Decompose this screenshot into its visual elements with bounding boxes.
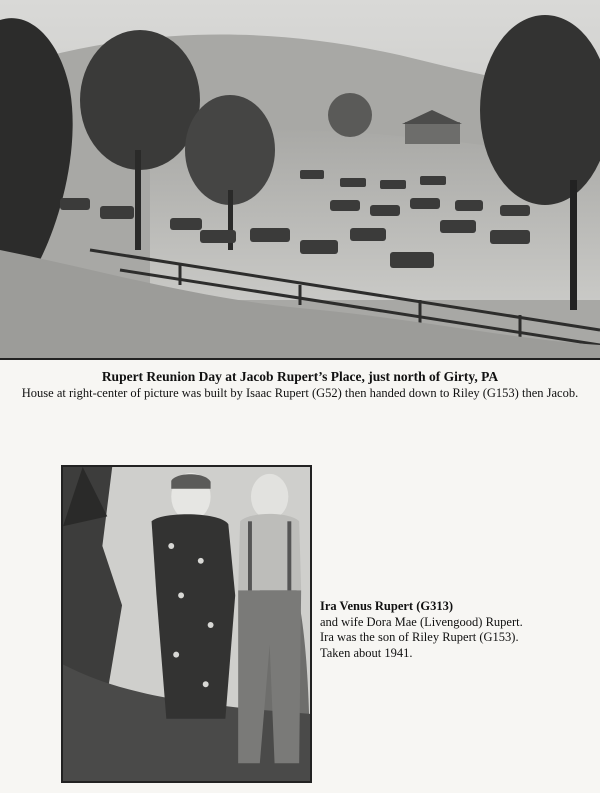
portrait-caption	[320, 599, 590, 661]
reunion-photo-image	[0, 0, 600, 358]
reunion-caption-description: House at right-center of picture was built by Isaac Rupert (G52) then handed down to Riley (G153) then Jacob.	[21, 386, 579, 400]
portrait-caption-name: Ira Venus Rupert (G313)	[320, 599, 453, 613]
portrait-caption-line1: and wife Dora Mae (Livengood) Rupert.	[320, 614, 523, 629]
reunion-caption-title: Rupert Reunion Day at Jacob Rupert’s Place, just north of Girty, PA	[101, 369, 499, 384]
portrait-photo-image	[63, 467, 310, 781]
portrait-photo	[61, 465, 312, 783]
portrait-caption-line3: Taken about 1941.	[320, 645, 413, 660]
portrait-caption-line2: Ira was the son of Riley Rupert (G153).	[320, 630, 519, 644]
reunion-photo	[0, 0, 600, 360]
